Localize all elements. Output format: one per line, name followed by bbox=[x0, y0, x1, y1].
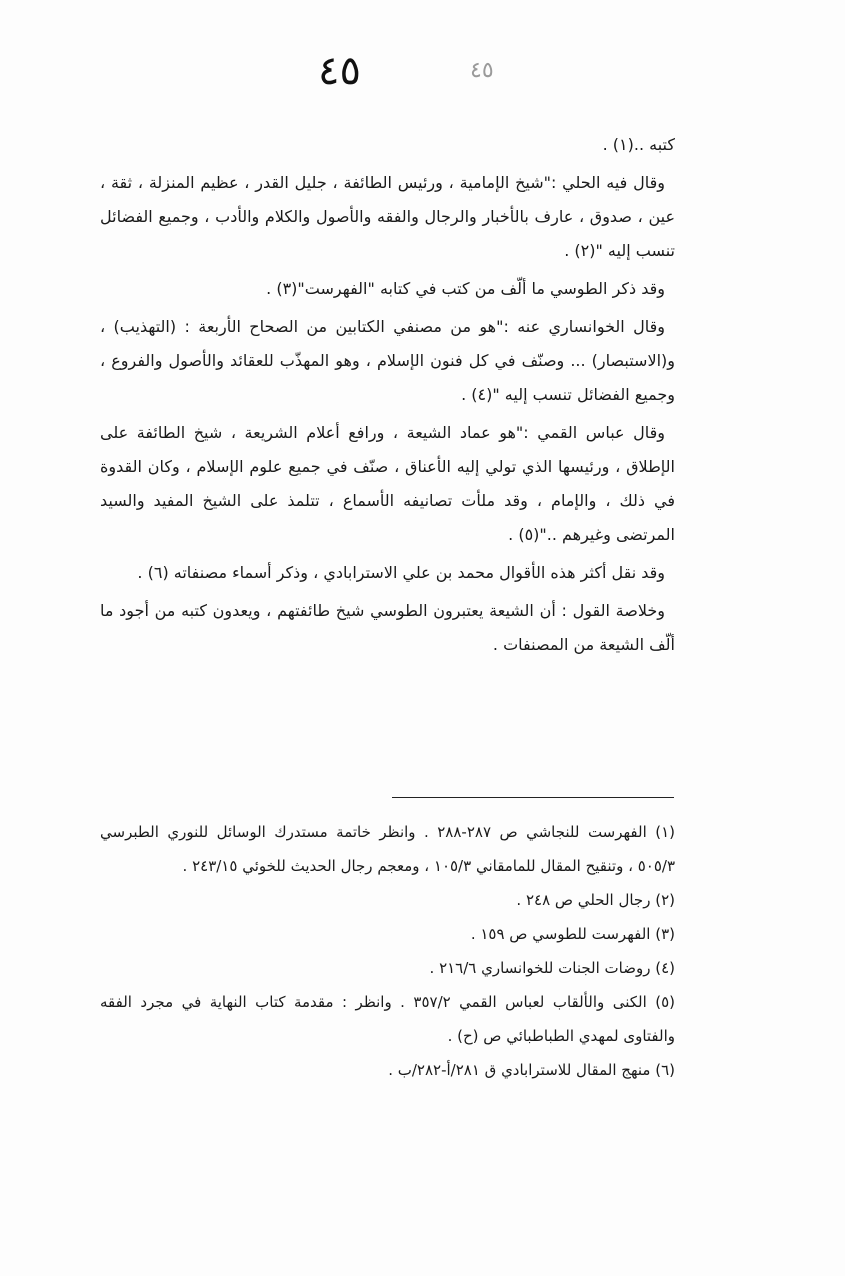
footnotes bbox=[100, 815, 675, 1087]
footnote-1: (١) الفهرست للنجاشي ص ٢٨٧-٢٨٨ . وانظر خاتمة مستدرك الوسائل للنوري الطبرسي ٥٠٥/٣ ، وتنقيح المقال للمامقاني ١٠٥/٣ ، ومعجم رجال الحديث للخوئي ٢٤٣/١٥ . bbox=[100, 823, 675, 875]
footnote-3: (٣) الفهرست للطوسي ص ١٥٩ . bbox=[470, 925, 675, 943]
body-text bbox=[100, 128, 675, 666]
footnote-divider bbox=[392, 797, 674, 798]
body-paragraph-3: وقد ذكر الطوسي ما ألّف من كتب في كتابه "الفهرست"(٣) . bbox=[266, 279, 665, 298]
body-paragraph-1: كتبه ..(١) . bbox=[602, 135, 675, 154]
body-paragraph-2: وقال فيه الحلي :"شيخ الإمامية ، ورئيس الطائفة ، جليل القدر ، عظيم المنزلة ، ثقة ، عين ، صدوق ، عارف بالأخبار والرجال والفقه والأصول والكلام والأدب ، وجميع الفضائل تنسب إليه "(٢) . bbox=[100, 173, 675, 260]
footnote-6: (٦) منهج المقال للاسترابادي ق ٢٨١/أ-٢٨٢/ب . bbox=[388, 1061, 675, 1079]
body-paragraph-6: وقد نقل أكثر هذه الأقوال محمد بن علي الاسترابادي ، وذكر أسماء مصنفاته (٦) . bbox=[137, 563, 665, 582]
body-paragraph-4: وقال الخوانساري عنه :"هو من مصنفي الكتابين من الصحاح الأربعة : (التهذيب) ، و(الاستبصار) ... وصنّف في كل فنون الإسلام ، وهو المهذّب للعقائد والأصول والفروع ، وجميع الفضائل تنسب إليه "(٤) . bbox=[100, 317, 675, 404]
body-paragraph-7: وخلاصة القول : أن الشيعة يعتبرون الطوسي شيخ طائفتهم ، ويعدون كتبه من أجود ما ألّف الشيعة من المصنفات . bbox=[100, 601, 675, 654]
body-paragraph-5: وقال عباس القمي :"هو عماد الشيعة ، ورافع أعلام الشريعة ، شيخ الطائفة على الإطلاق ، ورئيسها الذي تولي إليه الأعناق ، صنّف في جميع علوم الإسلام ، وكان القدوة في ذلك ، والإمام ، وقد ملأت تصانيفه الأسماع ، تتلمذ على الشيخ المفيد والسيد المرتضى وغيرهم .."(٥) . bbox=[100, 423, 675, 544]
page-number: ٤٥ bbox=[318, 48, 361, 94]
footnote-4: (٤) روضات الجنات للخوانساري ٢١٦/٦ . bbox=[429, 959, 675, 977]
page-number-faint: ٤٥ bbox=[470, 58, 494, 83]
footnote-5: (٥) الكنى والألقاب لعباس القمي ٣٥٧/٢ . وانظر : مقدمة كتاب النهاية في مجرد الفقه والفتاوى لمهدي الطباطبائي ص (ح) . bbox=[100, 993, 675, 1045]
footnote-2: (٢) رجال الحلي ص ٢٤٨ . bbox=[516, 891, 675, 909]
